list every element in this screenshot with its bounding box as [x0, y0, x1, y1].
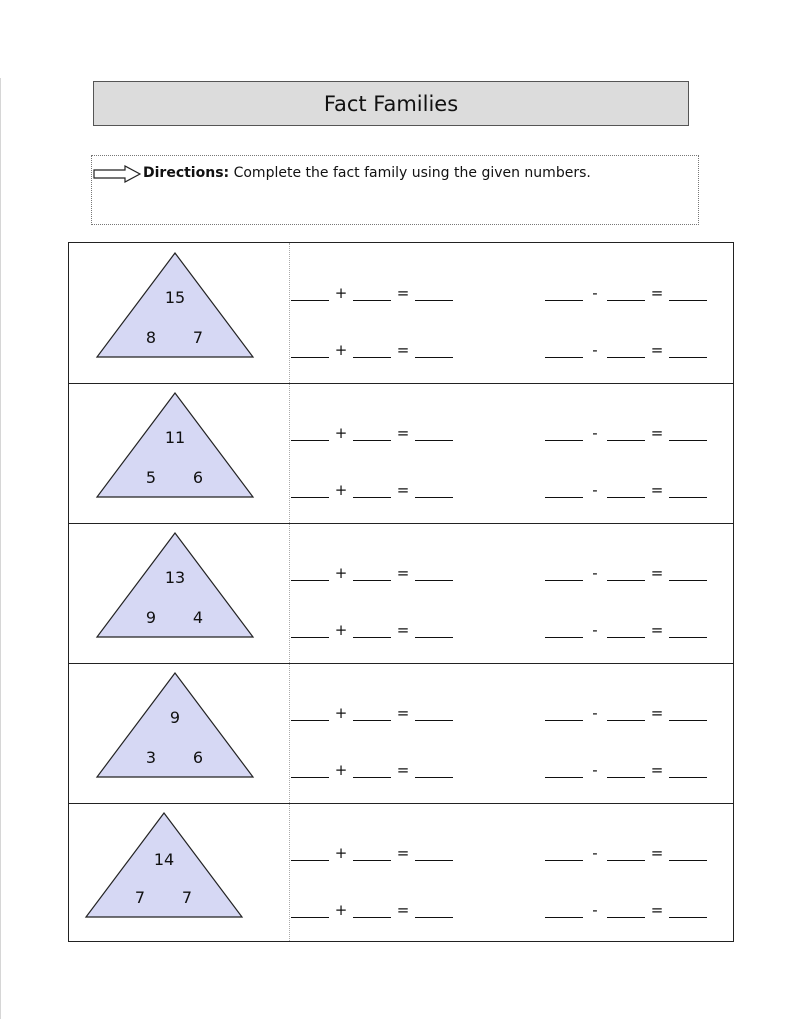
answer-blank[interactable]	[415, 483, 453, 498]
fact-family-row	[69, 523, 733, 663]
equals-sign: =	[396, 284, 410, 302]
fact-family-row	[69, 663, 733, 803]
answer-blank[interactable]	[291, 706, 329, 721]
directions-box	[91, 155, 699, 225]
answer-blank[interactable]	[607, 846, 645, 861]
minus-sign: -	[592, 704, 598, 722]
answer-blank[interactable]	[291, 623, 329, 638]
subtraction-equation	[545, 283, 707, 303]
triangle-left-number: 9	[145, 608, 157, 627]
fact-family-grid	[68, 242, 734, 942]
answer-blank[interactable]	[353, 343, 391, 358]
answer-blank[interactable]	[353, 426, 391, 441]
answer-blank[interactable]	[607, 706, 645, 721]
answer-blank[interactable]	[353, 763, 391, 778]
answer-blank[interactable]	[669, 846, 707, 861]
equals-sign: =	[396, 564, 410, 582]
triangle-top-number: 14	[153, 850, 175, 869]
answer-blank[interactable]	[669, 706, 707, 721]
answer-blank[interactable]	[669, 286, 707, 301]
answer-blank[interactable]	[415, 706, 453, 721]
answer-blank[interactable]	[545, 706, 583, 721]
page-title: Fact Families	[323, 91, 459, 116]
number-triangle	[69, 803, 289, 943]
directions-text	[143, 165, 591, 181]
answer-blank[interactable]	[353, 286, 391, 301]
answer-blank[interactable]	[415, 343, 453, 358]
minus-sign: -	[592, 424, 598, 442]
equals-sign: =	[650, 761, 664, 779]
triangle-right-number: 6	[192, 748, 204, 767]
answer-blank[interactable]	[291, 426, 329, 441]
answer-blank[interactable]	[669, 903, 707, 918]
triangle-left-number: 7	[134, 888, 146, 907]
right-arrow-icon	[93, 165, 141, 183]
number-triangle	[69, 243, 289, 383]
answer-blank[interactable]	[353, 846, 391, 861]
answer-blank[interactable]	[353, 483, 391, 498]
answer-blank[interactable]	[353, 623, 391, 638]
answer-blank[interactable]	[545, 566, 583, 581]
minus-sign: -	[592, 564, 598, 582]
plus-sign: +	[334, 621, 348, 639]
plus-sign: +	[334, 704, 348, 722]
subtraction-equation	[545, 760, 707, 780]
triangle-left-number: 8	[145, 328, 157, 347]
title-bar	[93, 81, 689, 126]
answer-blank[interactable]	[669, 566, 707, 581]
subtraction-equation	[545, 703, 707, 723]
answer-blank[interactable]	[669, 623, 707, 638]
answer-blank[interactable]	[415, 566, 453, 581]
equals-sign: =	[396, 761, 410, 779]
triangle-right-number: 4	[192, 608, 204, 627]
addition-equation	[291, 843, 453, 863]
equals-sign: =	[650, 901, 664, 919]
triangle-top-number: 9	[169, 708, 181, 727]
equals-sign: =	[650, 704, 664, 722]
triangle-right-number: 7	[192, 328, 204, 347]
minus-sign: -	[592, 901, 598, 919]
equals-sign: =	[396, 424, 410, 442]
equals-sign: =	[396, 901, 410, 919]
subtraction-equation	[545, 620, 707, 640]
equals-sign: =	[396, 704, 410, 722]
minus-sign: -	[592, 481, 598, 499]
answer-blank[interactable]	[669, 343, 707, 358]
answer-blank[interactable]	[607, 286, 645, 301]
page-edge	[0, 78, 1, 1019]
answer-blank[interactable]	[353, 706, 391, 721]
answer-blank[interactable]	[669, 763, 707, 778]
answer-blank[interactable]	[415, 426, 453, 441]
answer-blank[interactable]	[545, 846, 583, 861]
answer-blank[interactable]	[415, 286, 453, 301]
answer-blank[interactable]	[291, 286, 329, 301]
triangle-right-number: 7	[181, 888, 193, 907]
plus-sign: +	[334, 424, 348, 442]
subtraction-equation	[545, 563, 707, 583]
answer-blank[interactable]	[291, 763, 329, 778]
addition-equation	[291, 703, 453, 723]
answer-blank[interactable]	[545, 763, 583, 778]
answer-blank[interactable]	[415, 623, 453, 638]
equals-sign: =	[396, 621, 410, 639]
answer-blank[interactable]	[545, 623, 583, 638]
answer-blank[interactable]	[607, 903, 645, 918]
answer-blank[interactable]	[353, 566, 391, 581]
answer-blank[interactable]	[545, 426, 583, 441]
plus-sign: +	[334, 761, 348, 779]
answer-blank[interactable]	[545, 286, 583, 301]
answer-blank[interactable]	[291, 903, 329, 918]
directions-body: Complete the fact family using the given numbers.	[233, 165, 591, 181]
minus-sign: -	[592, 284, 598, 302]
equals-sign: =	[650, 341, 664, 359]
addition-equation	[291, 423, 453, 443]
minus-sign: -	[592, 844, 598, 862]
subtraction-equation	[545, 340, 707, 360]
addition-equation	[291, 760, 453, 780]
equals-sign: =	[650, 424, 664, 442]
answer-blank[interactable]	[607, 426, 645, 441]
number-triangle	[69, 663, 289, 803]
answer-blank[interactable]	[607, 483, 645, 498]
plus-sign: +	[334, 341, 348, 359]
minus-sign: -	[592, 341, 598, 359]
subtraction-equation	[545, 480, 707, 500]
triangle-top-number: 11	[164, 428, 186, 447]
directions-label: Directions:	[143, 165, 230, 181]
triangle-top-number: 15	[164, 288, 186, 307]
subtraction-equation	[545, 423, 707, 443]
answer-blank[interactable]	[353, 903, 391, 918]
addition-equation	[291, 283, 453, 303]
fact-family-row	[69, 803, 733, 943]
answer-blank[interactable]	[291, 846, 329, 861]
answer-blank[interactable]	[607, 566, 645, 581]
minus-sign: -	[592, 761, 598, 779]
equals-sign: =	[650, 564, 664, 582]
equals-sign: =	[650, 481, 664, 499]
answer-blank[interactable]	[669, 483, 707, 498]
addition-equation	[291, 900, 453, 920]
equals-sign: =	[650, 844, 664, 862]
answer-blank[interactable]	[545, 903, 583, 918]
fact-family-row	[69, 243, 733, 383]
answer-blank[interactable]	[291, 483, 329, 498]
addition-equation	[291, 340, 453, 360]
triangle-top-number: 13	[164, 568, 186, 587]
answer-blank[interactable]	[607, 623, 645, 638]
answer-blank[interactable]	[415, 846, 453, 861]
answer-blank[interactable]	[415, 763, 453, 778]
equals-sign: =	[396, 481, 410, 499]
addition-equation	[291, 563, 453, 583]
subtraction-equation	[545, 843, 707, 863]
answer-blank[interactable]	[669, 426, 707, 441]
answer-blank[interactable]	[291, 566, 329, 581]
answer-blank[interactable]	[545, 483, 583, 498]
equals-sign: =	[396, 844, 410, 862]
triangle-right-number: 6	[192, 468, 204, 487]
equals-sign: =	[650, 284, 664, 302]
equals-sign: =	[396, 341, 410, 359]
addition-equation	[291, 620, 453, 640]
plus-sign: +	[334, 481, 348, 499]
answer-blank[interactable]	[415, 903, 453, 918]
triangle-left-number: 5	[145, 468, 157, 487]
answer-blank[interactable]	[545, 343, 583, 358]
subtraction-equation	[545, 900, 707, 920]
fact-family-row	[69, 383, 733, 523]
plus-sign: +	[334, 901, 348, 919]
answer-blank[interactable]	[607, 763, 645, 778]
number-triangle	[69, 383, 289, 523]
addition-equation	[291, 480, 453, 500]
answer-blank[interactable]	[291, 343, 329, 358]
minus-sign: -	[592, 621, 598, 639]
equals-sign: =	[650, 621, 664, 639]
plus-sign: +	[334, 284, 348, 302]
answer-blank[interactable]	[607, 343, 645, 358]
plus-sign: +	[334, 844, 348, 862]
triangle-left-number: 3	[145, 748, 157, 767]
plus-sign: +	[334, 564, 348, 582]
number-triangle	[69, 523, 289, 663]
